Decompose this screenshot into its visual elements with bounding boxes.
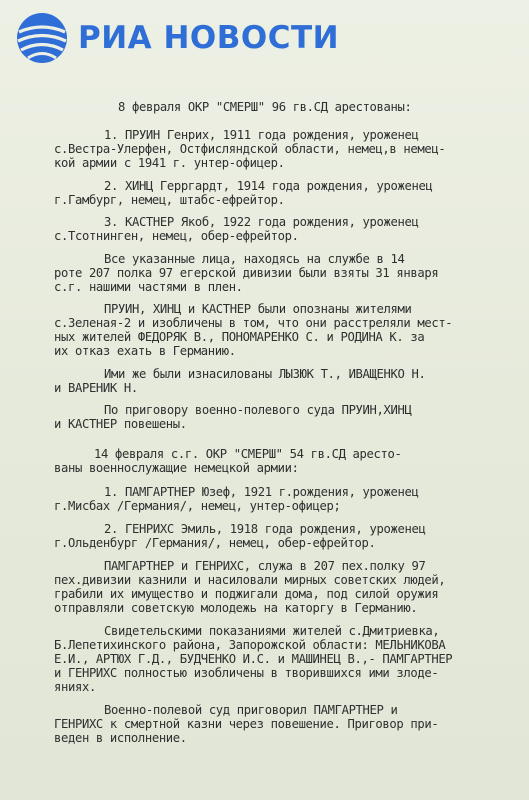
doc-line: Ими же были изнасилованы ЛЫЗЮК Т., ИВАЩЕНКО Н. xyxy=(104,367,426,381)
doc-line: ных жителей ФЕДОРЯК В., ПОНОМАРЕНКО С. и РОДИНА К. за xyxy=(54,330,425,344)
doc-line: веден в исполнение. xyxy=(54,731,187,745)
doc-line: Военно-полевой суд приговорил ПАМГАРТНЕР и xyxy=(104,703,398,717)
doc-line: ваны военнослужащие немецкой армии: xyxy=(54,461,299,475)
doc-line: г.Гамбург, немец, штабс-ефрейтор. xyxy=(54,193,285,207)
doc-line: и КАСТНЕР повешены. xyxy=(54,417,187,431)
doc-line: с.Тсотнинген, немец, обер-ефрейтор. xyxy=(54,229,299,243)
doc-line: с.Зеленая-2 и изобличены в том, что они расстреляли мест- xyxy=(54,316,453,330)
doc-line: 1. ПАМГАРТНЕР Юзеф, 1921 г.рождения, уроженец xyxy=(104,485,419,499)
doc-line: кой армии с 1941 г. унтер-офицер. xyxy=(54,156,285,170)
doc-line: Свидетельскими показаниями жителей с.Дмитриевка, xyxy=(104,624,440,638)
doc-line: и ВАРЕНИК Н. xyxy=(54,381,138,395)
doc-line: 2. ХИНЦ Герргардт, 1914 года рождения, уроженец xyxy=(104,179,433,193)
doc-line: ПАМГАРТНЕР и ГЕНРИХС, служа в 207 пех.полку 97 xyxy=(104,559,426,573)
doc-line: грабили их имущество и поджигали дома, под силой оружия xyxy=(54,587,439,601)
doc-line: Е.И., АРТЮХ Г.Д., БУДЧЕНКО И.С. и МАШИНЕЦ В.,- ПАМГАРТНЕР xyxy=(54,652,453,666)
doc-line: пех.дивизии казнили и насиловали мирных советских людей, xyxy=(54,573,446,587)
doc-line: роте 207 полка 97 егерской дивизии были взяты 31 января xyxy=(54,266,439,280)
logo-text: РИА НОВОСТИ xyxy=(78,20,340,56)
doc-line: 3. КАСТНЕР Якоб, 1922 года рождения, уроженец xyxy=(104,215,419,229)
doc-line: яниях. xyxy=(54,680,96,694)
doc-line: с.г. нашими частями в плен. xyxy=(54,280,243,294)
doc-line: 2. ГЕНРИХС Эмиль, 1918 года рождения, уроженец xyxy=(104,522,426,536)
doc-line: 1. ПРУИН Генрих, 1911 года рождения, уроженец xyxy=(104,128,419,142)
doc-line: 8 февраля ОКР "СМЕРШ" 96 гв.СД арестованы: xyxy=(118,100,412,114)
doc-line: ПРУИН, ХИНЦ и КАСТНЕР были опознаны жителями xyxy=(104,302,412,316)
doc-line: г.Мисбах /Германия/, немец, унтер-офицер; xyxy=(54,499,341,513)
doc-line: их отказ ехать в Германию. xyxy=(54,344,236,358)
doc-line: ГЕНРИХС к смертной казни через повешение. Приговор при- xyxy=(54,717,439,731)
doc-line: и ГЕНРИХС полностью изобличены в творившихся ими злоде- xyxy=(54,666,439,680)
doc-line: Б.Лепетихинского района, Запорожской области: МЕЛЬНИКОВА xyxy=(54,638,446,652)
doc-line: с.Вестра-Улерфен, Остфисляндской области, немец,в немец- xyxy=(54,142,446,156)
doc-line: отправляли советскую молодежь на каторгу в Германию. xyxy=(54,601,418,615)
doc-line: По приговору военно-полевого суда ПРУИН,ХИНЦ xyxy=(104,403,412,417)
doc-line: Все указанные лица, находясь на службе в 14 xyxy=(104,252,405,266)
doc-line: г.Ольденбург /Германия/, немец, обер-ефрейтор. xyxy=(54,536,376,550)
doc-line: 14 февраля с.г. ОКР "СМЕРШ" 54 гв.СД аресто- xyxy=(94,447,402,461)
